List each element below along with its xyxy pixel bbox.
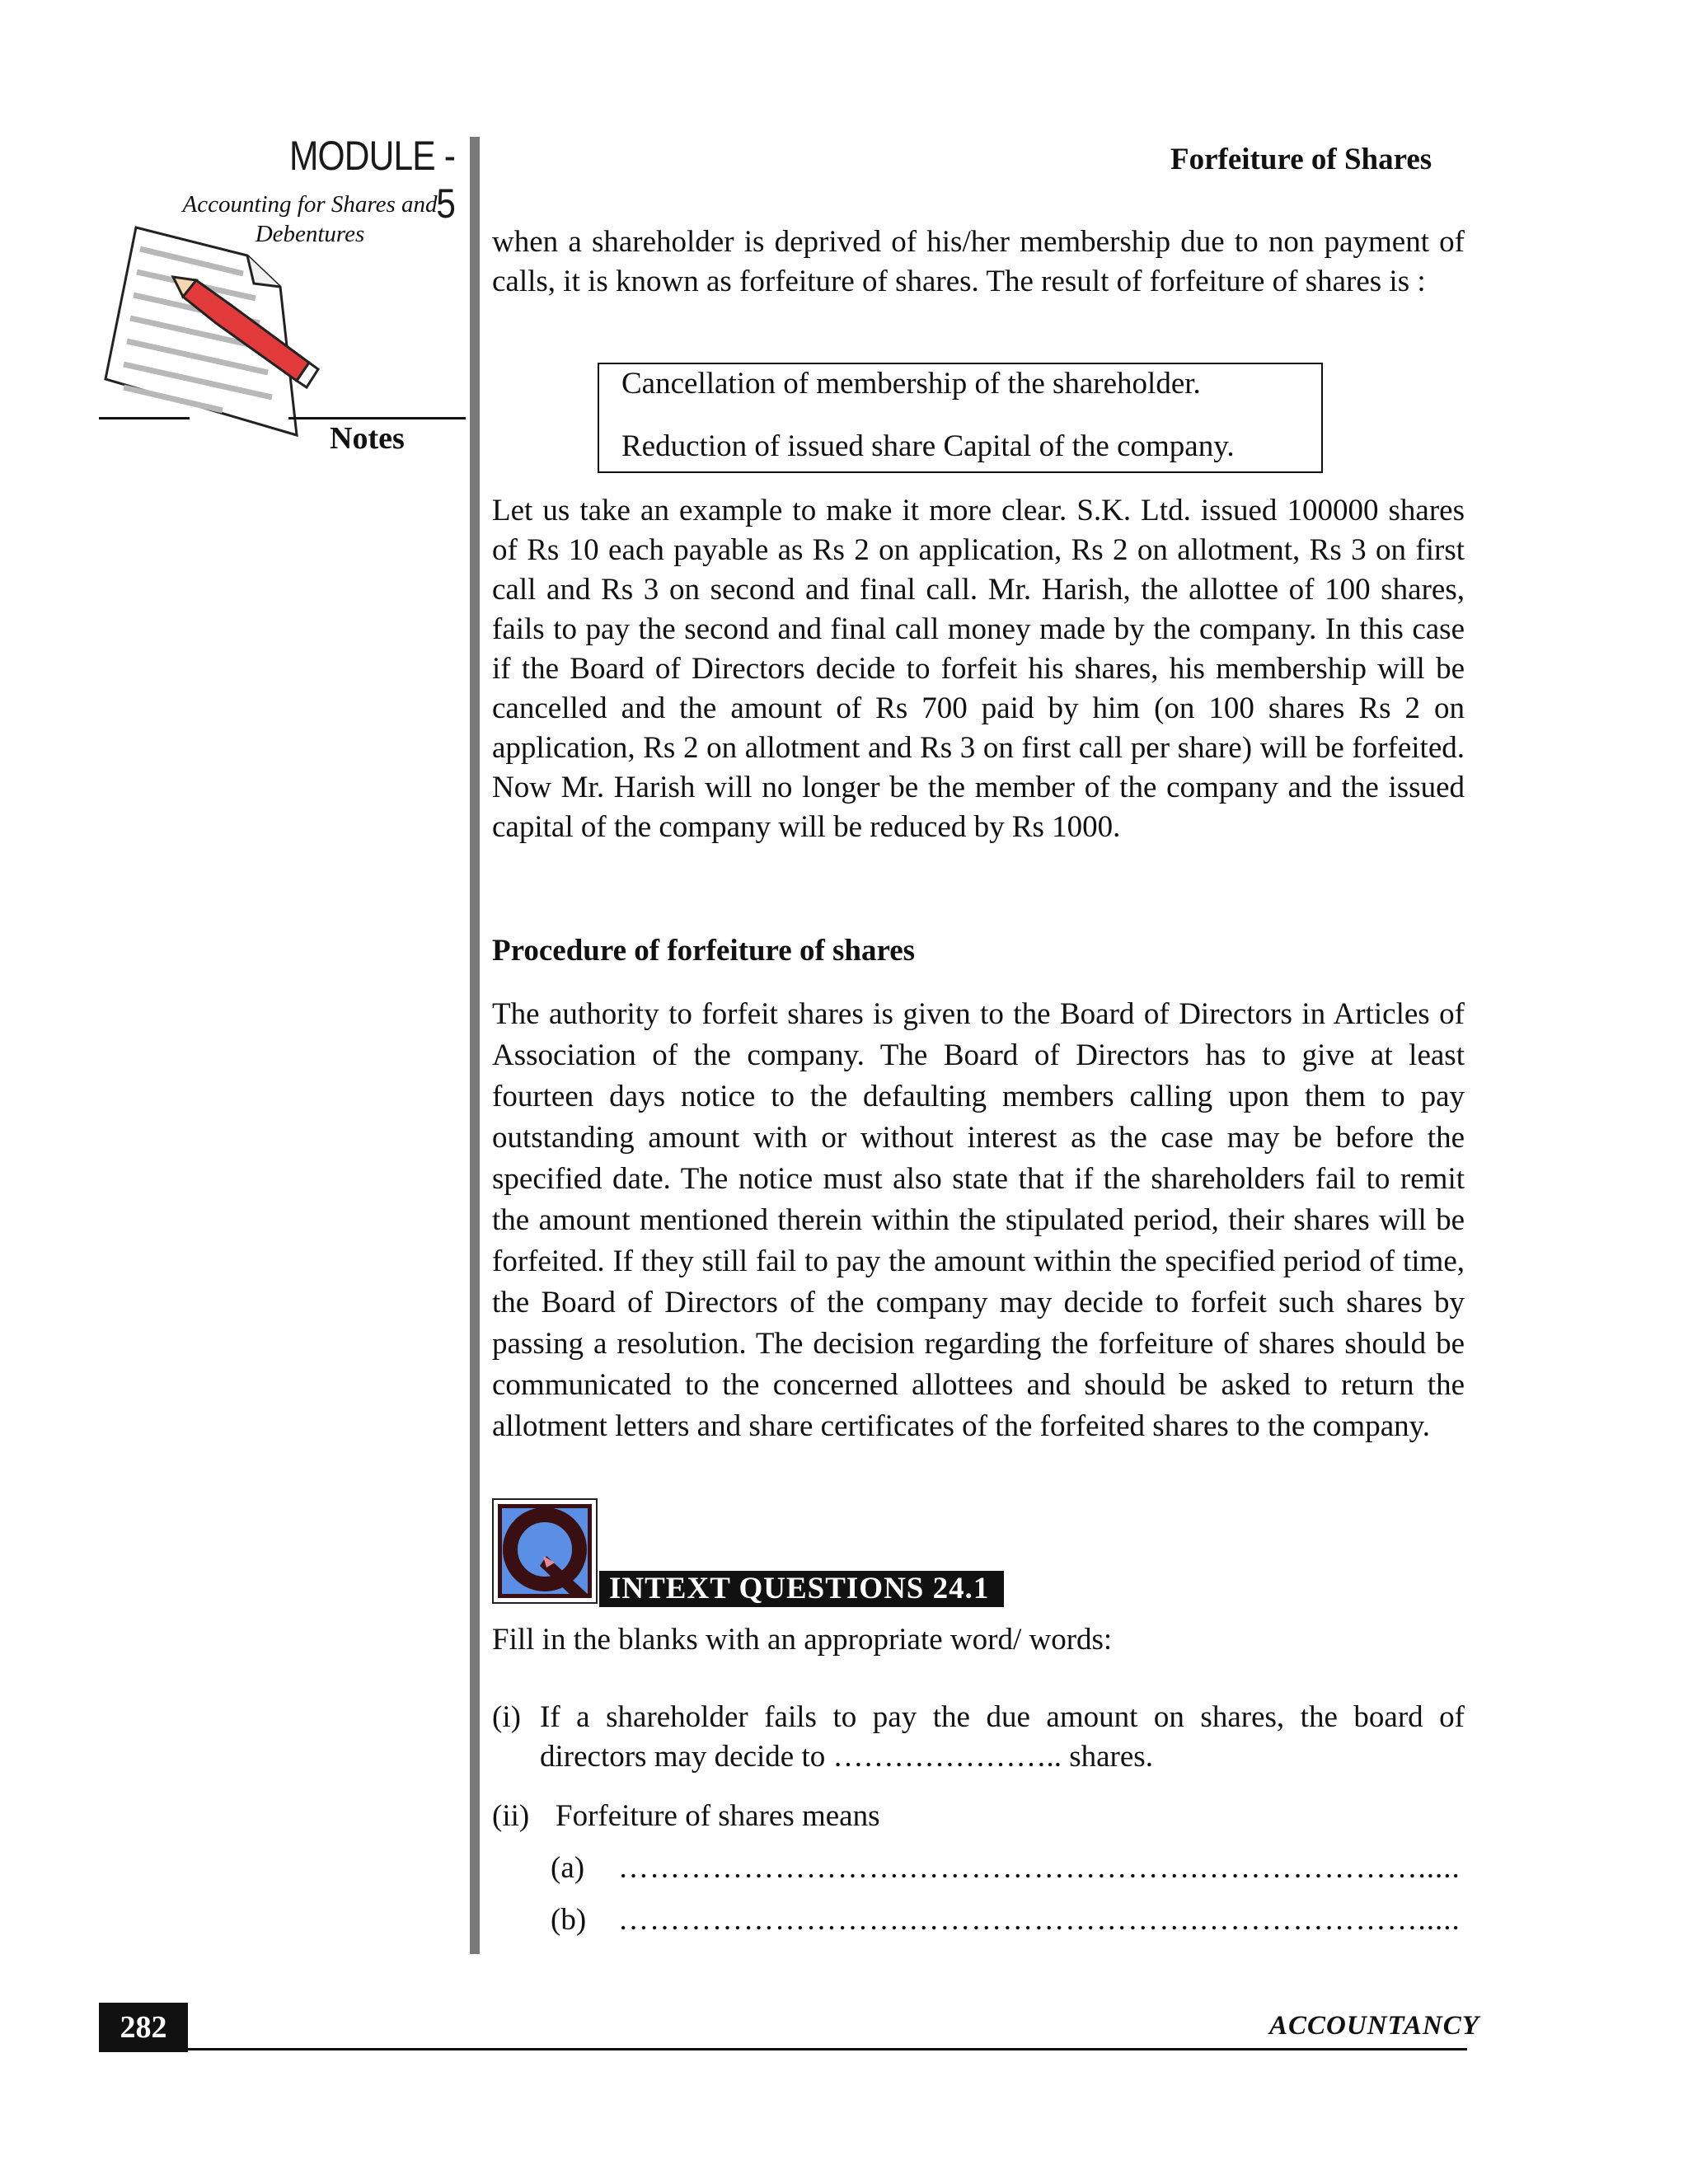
footer-rule [99, 2048, 1467, 2050]
notes-rule-left [99, 417, 190, 419]
fill-blanks-instruction: Fill in the blanks with an appropriate word/ words: [492, 1623, 1113, 1657]
answer-a-label: (a) [551, 1851, 585, 1885]
module-subtitle-line2: Debentures [255, 221, 365, 247]
question-2-number: (ii) [492, 1799, 530, 1833]
module-subtitle-line1: Accounting for Shares and [182, 191, 438, 218]
answer-a-blank[interactable]: ……………………….……………………….…………………..... [618, 1851, 1461, 1885]
notes-pencil-icon [99, 223, 330, 462]
question-1-number: (i) [492, 1700, 521, 1734]
margin-divider [470, 137, 480, 1954]
procedure-paragraph [492, 994, 1465, 1447]
answer-b-label: (b) [551, 1903, 587, 1937]
result-item-capital: Reduction of issued share Capital of the company. [621, 429, 1235, 463]
question-1-text: If a shareholder fails to pay the due amount on shares, the board of directors may decide to ………………….. shares. [540, 1700, 1465, 1774]
answer-a-row [551, 1850, 1461, 1886]
answer-b-blank[interactable]: ……………………….……………………….…………………..... [618, 1903, 1461, 1937]
question-2-text: Forfeiture of shares means [556, 1799, 880, 1833]
question-q-icon [492, 1498, 598, 1604]
intro-paragraph [492, 223, 1465, 302]
running-title: Forfeiture of Shares [1170, 143, 1432, 176]
procedure-paragraph-text: The authority to forfeit shares is given to the Board of Directors in Articles of Association of the company. The Board of Directors has to give at least fourteen days notice to the defaulting members calling upon them to pay outstanding amount with or without interest as the case may be before the specified date. The notice must also state that if the shareholders fail to remit the amount mentioned therein within the stipulated period, their shares will be forfeited. If they still fail to pay the amount within the specified period of time, the Board of Directors of the company may decide to forfeit such shares by passing a resolution. The decision regarding the forfeiture of shares should be communicated to the concerned allottees and should be asked to return the allotment letters and share certificates of the forfeited shares to the company. [492, 997, 1465, 1443]
intro-paragraph-text: when a shareholder is deprived of his/her membership due to non payment of calls, it is known as forfeiture of shares. The result of forfeiture of shares is : [492, 225, 1465, 298]
result-item-membership: Cancellation of membership of the shareholder. [621, 367, 1201, 401]
notes-label: Notes [330, 421, 405, 456]
question-1 [492, 1698, 1465, 1780]
example-paragraph [492, 491, 1465, 847]
answer-b-row [551, 1902, 1461, 1938]
question-2 [492, 1797, 1465, 1838]
module-title: MODULE - 5 [289, 133, 455, 227]
notes-rule-right [288, 417, 466, 419]
book-title: ACCOUNTANCY [1269, 2011, 1479, 2041]
procedure-heading: Procedure of forfeiture of shares [492, 934, 916, 968]
page-number: 282 [99, 2003, 188, 2052]
intext-questions-banner: INTEXT QUESTIONS 24.1 [599, 1571, 1004, 1607]
example-paragraph-text: Let us take an example to make it more clear. S.K. Ltd. issued 100000 shares of Rs 10 each payable as Rs 2 on application, Rs 2 on allotment, Rs 3 on first call and Rs 3 on second and final call. Mr. Harish, the allottee of 100 shares, fails to pay the second and final call money made by the company. In this case if the Board of Directors decide to forfeit his shares, his membership will be cancelled and the amount of Rs 700 paid by him (on 100 shares Rs 2 on application, Rs 2 on allotment and Rs 3 on first call per share) will be forfeited. Now Mr. Harish will no longer be the member of the company and the issued capital of the company will be reduced by Rs 1000. [492, 494, 1465, 844]
forfeiture-result-box [598, 363, 1323, 473]
